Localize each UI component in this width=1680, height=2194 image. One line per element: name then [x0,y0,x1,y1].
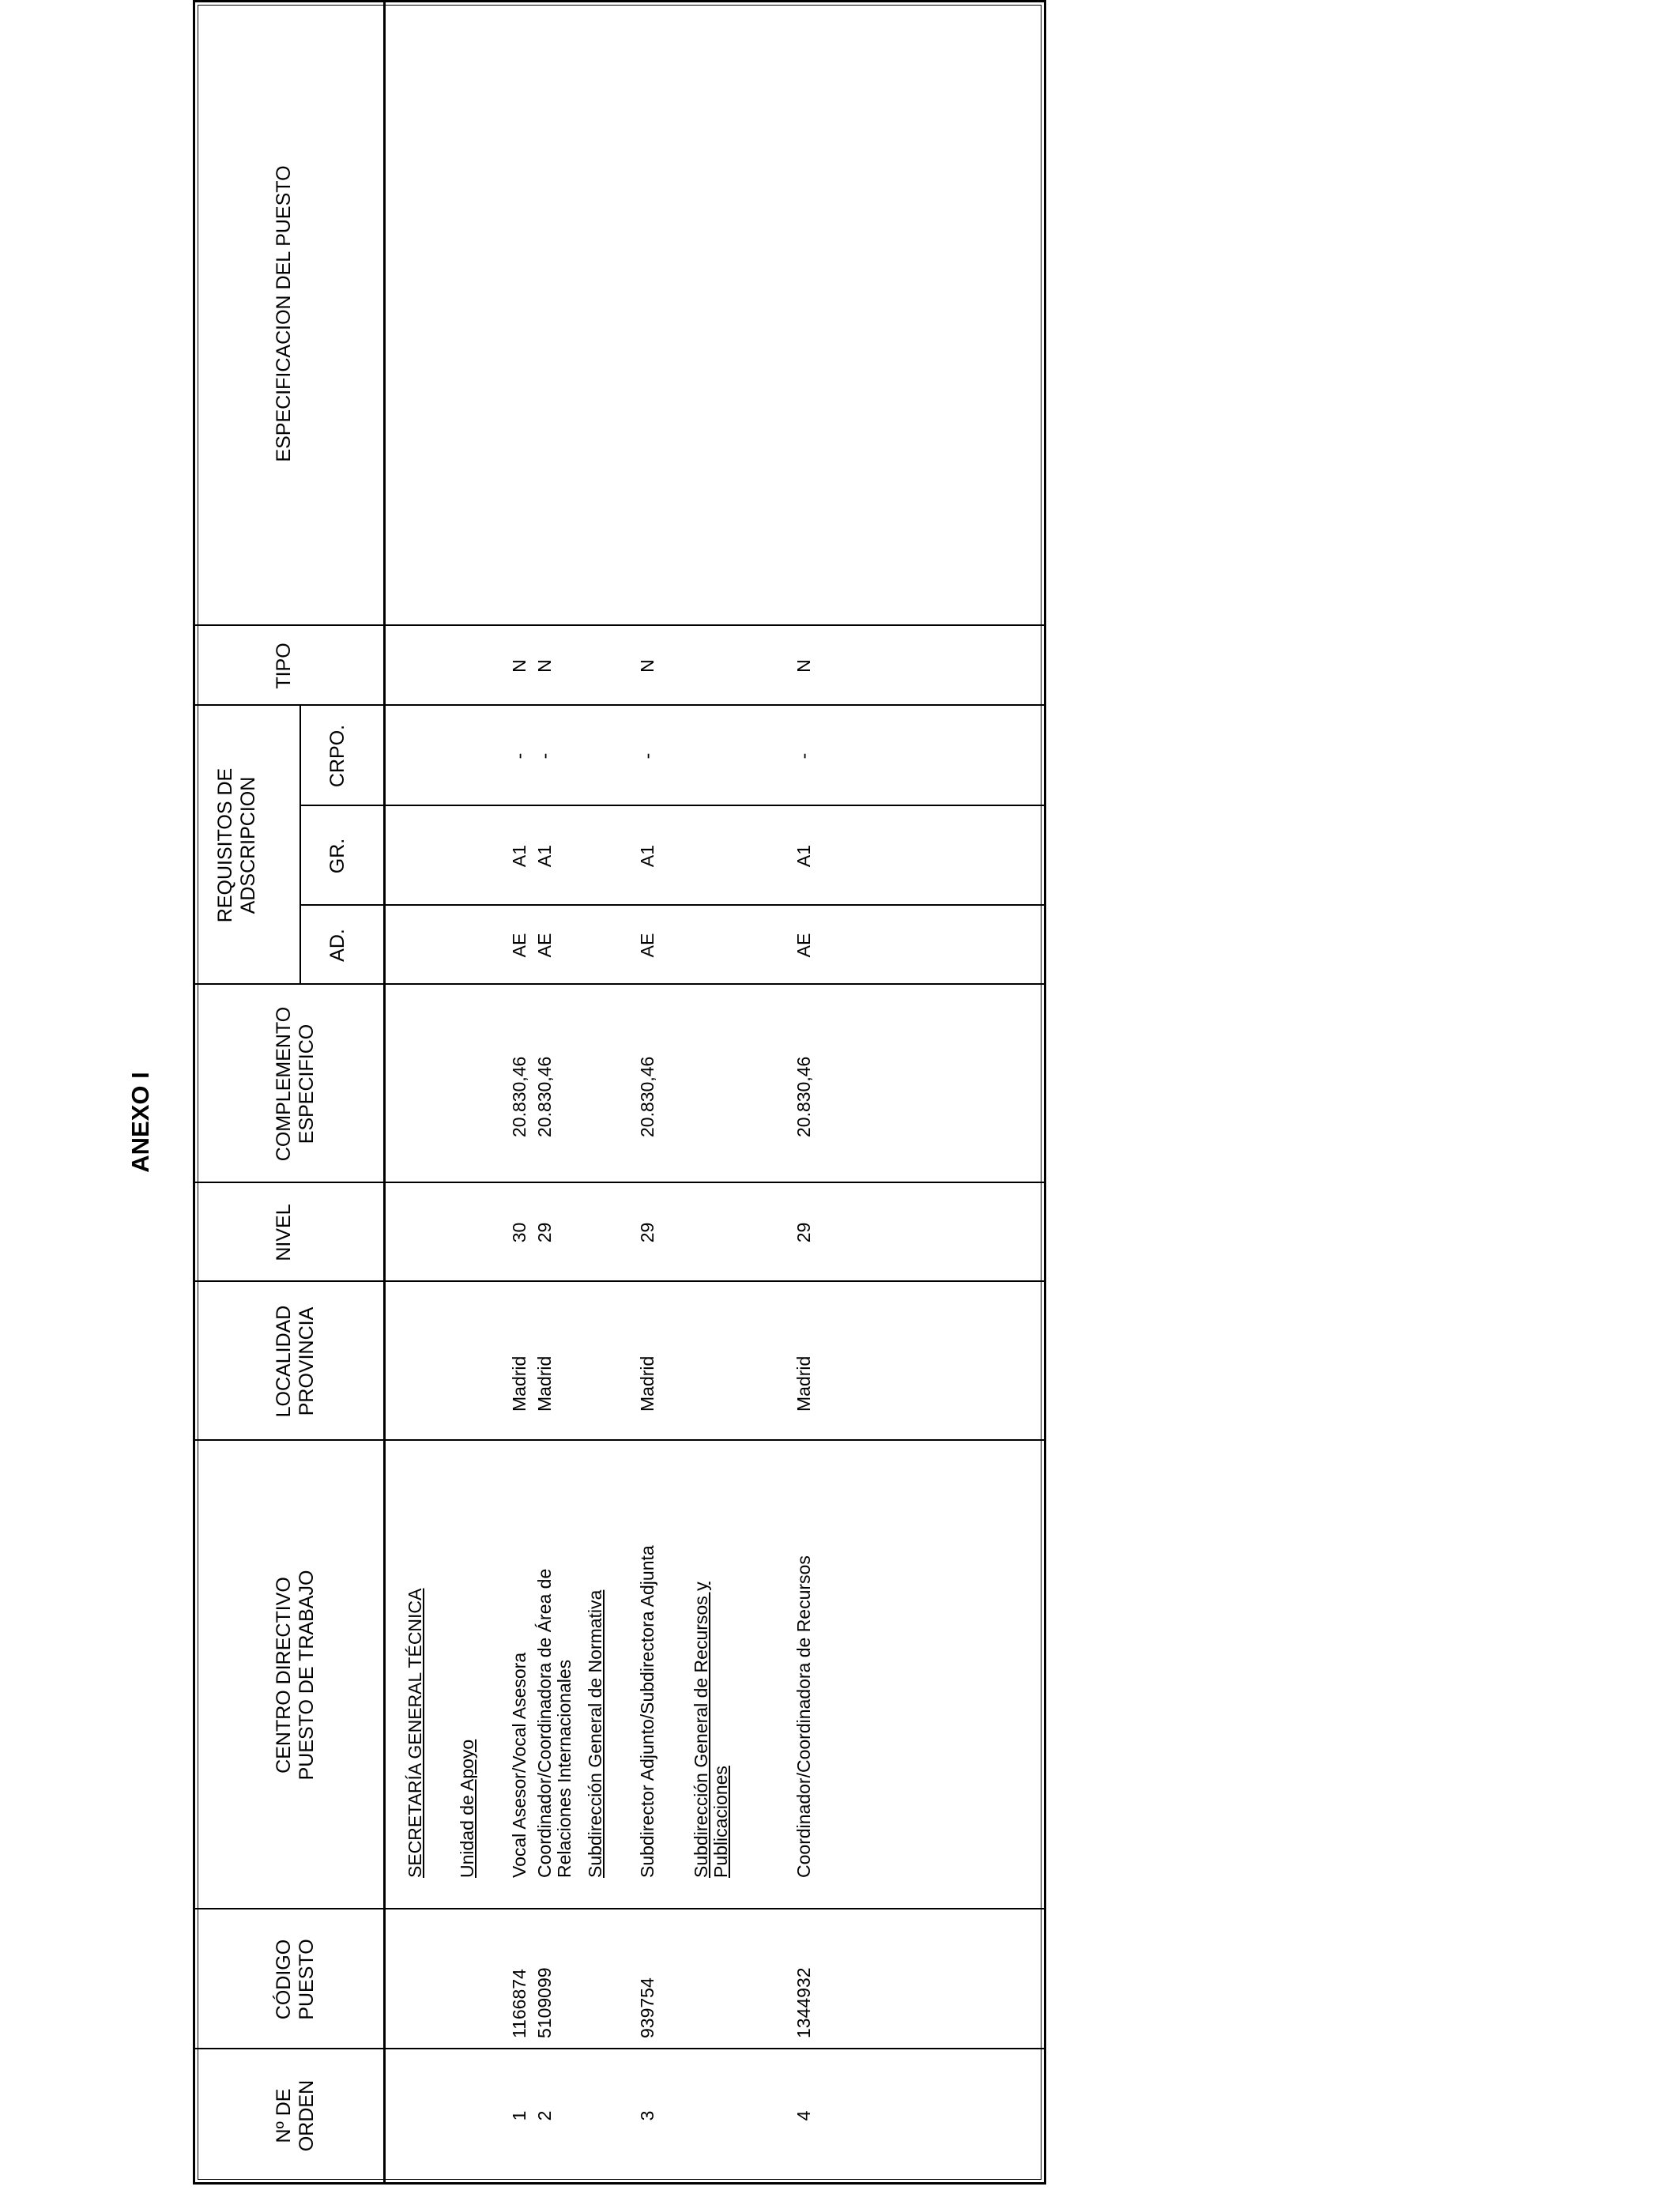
col-sep-9 [195,704,1044,706]
cell-puesto: Coordinador/Coordinadora de Recursos [793,1555,814,1878]
cell-complemento: 20.830,46 [534,1056,555,1137]
positions-table [193,0,1046,2185]
cell-tipo: N [509,659,529,673]
header-especificacion: ESPECIFICACION DEL PUESTO [273,165,295,462]
cell-crpo: - [534,752,555,760]
section-normativa: Subdirección General de Normativa [585,1589,605,1878]
cell-orden: 2 [534,2110,555,2121]
cell-tipo: N [534,659,555,673]
col-sep-7 [299,904,1044,906]
col-sep-2 [195,1908,1044,1909]
col-sep-5 [195,1182,1044,1183]
col-sep-6 [195,983,1044,985]
cell-ad: AE [509,933,529,958]
cell-orden: 3 [637,2110,657,2121]
cell-tipo: N [793,659,814,673]
cell-orden: 4 [793,2110,814,2121]
cell-puesto: Coordinador/Coordinadora de Área de Relaciones Internacionales [534,1568,574,1878]
header-crpo: CRPO. [326,724,348,788]
section-recursos: Subdirección General de Recursos y Publicaciones [691,1581,731,1878]
cell-nivel: 29 [793,1222,814,1243]
cell-complemento: 20.830,46 [793,1056,814,1137]
cell-crpo: - [509,752,529,760]
cell-localidad: Madrid [637,1355,657,1412]
cell-gr: A1 [637,844,657,868]
cell-nivel: 30 [509,1222,529,1243]
col-sep-1 [195,2048,1044,2049]
cell-puesto: Subdirector Adjunto/Subdirectora Adjunta [637,1545,657,1878]
cell-localidad: Madrid [534,1355,555,1412]
cell-gr: A1 [793,844,814,868]
cell-crpo: - [637,752,657,760]
header-ad: AD. [326,929,348,962]
cell-complemento: 20.830,46 [509,1056,529,1137]
header-complemento: COMPLEMENTO ESPECIFICO [273,1006,318,1162]
cell-complemento: 20.830,46 [637,1056,657,1137]
cell-nivel: 29 [534,1222,555,1243]
header-gr: GR. [326,838,348,874]
cell-tipo: N [637,659,657,673]
cell-ad: AE [637,933,657,958]
cell-ad: AE [534,933,555,958]
cell-crpo: - [793,752,814,760]
cell-nivel: 29 [637,1222,657,1243]
cell-localidad: Madrid [509,1355,529,1412]
header-orden: Nº DE ORDEN [273,2079,318,2152]
header-nivel: NIVEL [273,1204,295,1261]
header-codigo: CÓDIGO PUESTO [273,1939,318,2020]
section-unidad: Unidad de Apoyo [457,1739,477,1878]
cell-codigo: 939754 [637,1977,657,2038]
col-sep-3 [195,1439,1044,1441]
cell-puesto: Vocal Asesor/Vocal Asesora [509,1652,529,1878]
cell-codigo: 1166874 [509,1969,529,2038]
header-requisitos: REQUISITOS DE ADSCRIPCION [214,767,259,923]
requisitos-sub-divider [299,706,301,985]
cell-localidad: Madrid [793,1355,814,1412]
cell-gr: A1 [534,844,555,868]
header-centro: CENTRO DIRECTIVO PUESTO DE TRABAJO [273,1570,318,1781]
cell-codigo: 5109099 [534,1967,555,2038]
section-secretaria: SECRETARÍA GENERAL TÉCNICA [405,1588,425,1878]
header-divider [383,2,386,2182]
cell-orden: 1 [509,2110,529,2121]
header-tipo: TIPO [273,643,295,689]
col-sep-10 [195,624,1044,626]
cell-ad: AE [793,933,814,958]
cell-gr: A1 [509,844,529,868]
header-localidad: LOCALIDAD PROVINCIA [273,1305,318,1418]
document-title: ANEXO I [126,1072,154,1173]
cell-codigo: 1344932 [793,1967,814,2038]
col-sep-8 [299,805,1044,806]
col-sep-4 [195,1280,1044,1282]
